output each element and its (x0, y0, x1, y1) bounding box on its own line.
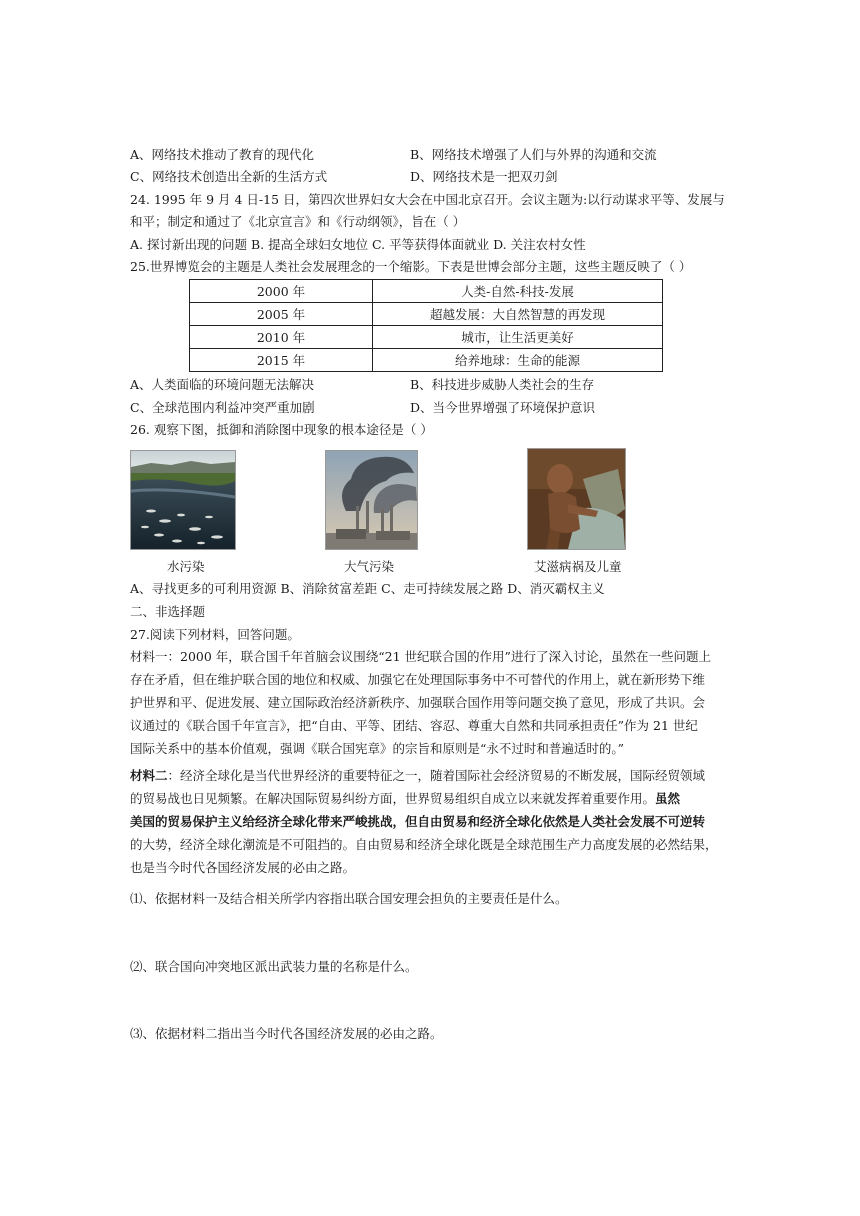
water-pollution-image (131, 451, 235, 549)
material2-bold-text: 虽然 (655, 791, 681, 806)
table-row (190, 349, 663, 372)
material2-line (130, 790, 680, 808)
air-pollution-photo (325, 450, 418, 550)
q24-stem-line1: 24. 1995 年 9 月 4 日-15 日，第四次世界妇女大会在中国北京召开。会议主题为:以行动谋求平等、发展与 (130, 192, 725, 207)
table-cell-year: 2015 年 (190, 349, 373, 372)
table-cell-year: 2005 年 (190, 303, 373, 326)
q25-option-d: D、当今世界增强了环境保护意识 (410, 400, 596, 415)
q27-intro: 27.阅读下列材料，回答问题。 (130, 627, 300, 642)
q25-option-b: B、科技进步威胁人类社会的生存 (410, 377, 595, 392)
material2-line (130, 767, 705, 785)
q25-stem: 25.世界博览会的主题是人类社会发展理念的一个缩影。下表是世博会部分主题，这些主题反映了（ ） (130, 259, 692, 274)
table-cell-theme: 人类-自然-科技-发展 (373, 280, 663, 303)
q23-option-a: A、网络技术推动了教育的现代化 (130, 147, 315, 162)
table-cell-theme: 城市，让生活更美好 (373, 326, 663, 349)
material1-line: 存在矛盾，但在维护联合国的地位和权威、加强它在处理国际事务中不可替代的作用上，就在新形势下维 (130, 672, 706, 687)
air-pollution-image (326, 451, 417, 549)
material1-line: 护世界和平、促进发展、建立国际政治经济新秩序、加强联合国作用等问题交换了意见，形成了共识。会 (130, 695, 706, 710)
q25-option-c: C、全球范围内利益冲突严重加剧 (130, 400, 315, 415)
material1-line: 国际关系中的基本价值观，强调《联合国宪章》的宗旨和原则是“永不过时和普遍适时的。” (130, 741, 625, 756)
q25-option-a: A、人类面临的环境问题无法解决 (130, 377, 315, 392)
material1-line: 议通过的《联合国千年宣言》，把“自由、平等、团结、容忍、尊重大自然和共同承担责任”作为 21 世纪 (130, 718, 698, 733)
material2-text: ：经济全球化是当代世界经济的重要特征之一，随着国际社会经济贸易的不断发展，国际经贸领域 (167, 768, 706, 783)
table-cell-year: 2010 年 (190, 326, 373, 349)
caption-water-pollution: 水污染 (167, 559, 205, 574)
sub-question-2: ⑵、联合国向冲突地区派出武装力量的名称是什么。 (130, 959, 418, 974)
material1-line: 材料一：2000 年，联合国千年首脑会议围绕“21 世纪联合国的作用”进行了深入讨论，虽然在一些问题上 (130, 649, 711, 664)
q26-stem: 26. 观察下图，抵御和消除图中现象的根本途径是（ ） (130, 422, 433, 437)
expo-theme-table (189, 279, 663, 372)
table-cell-theme: 超越发展：大自然智慧的再发现 (373, 303, 663, 326)
material2-text: 的贸易战也日见频繁。在解决国际贸易纠纷方面，世界贸易组织自成立以来就发挥着重要作用。 (130, 791, 656, 806)
material2-line: 也是当今时代各国经济发展的必由之路。 (130, 860, 356, 875)
water-pollution-photo (130, 450, 236, 550)
caption-air-pollution: 大气污染 (344, 559, 395, 574)
caption-aids-child: 艾滋病祸及儿童 (534, 559, 622, 574)
material2-bold-line: 美国的贸易保护主义给经济全球化带来严峻挑战，但自由贸易和经济全球化依然是人类社会发展不可逆转 (130, 814, 706, 829)
q24-stem-line2: 和平；制定和通过了《北京宣言》和《行动纲领》，旨在（ ） (130, 214, 466, 229)
sub-question-3: ⑶、依据材料二指出当今时代各国经济发展的必由之路。 (130, 1026, 443, 1041)
q23-option-c: C、网络技术创造出全新的生活方式 (130, 169, 328, 184)
table-row (190, 303, 663, 326)
table-row (190, 326, 663, 349)
q24-options: A. 探讨新出现的问题 B. 提高全球妇女地位 C. 平等获得体面就业 D. 关注农村女性 (130, 237, 586, 252)
table-cell-year: 2000 年 (190, 280, 373, 303)
material2-label: 材料二 (130, 768, 168, 783)
sub-question-1: ⑴、依据材料一及结合相关所学内容指出联合国安理会担负的主要责任是什么。 (130, 891, 568, 906)
section-heading: 二、非选择题 (130, 604, 206, 619)
q23-option-d: D、网络技术是一把双刃剑 (410, 169, 558, 184)
q26-options: A、寻找更多的可利用资源 B、消除贫富差距 C、走可持续发展之路 D、消灭霸权主义 (130, 581, 605, 596)
table-cell-theme: 给养地球：生命的能源 (373, 349, 663, 372)
q23-option-b: B、网络技术增强了人们与外界的沟通和交流 (410, 147, 657, 162)
material2-line: 的大势，经济全球化潮流是不可阻挡的。自由贸易和经济全球化既是全球范围生产力高度发展的必然结果， (130, 837, 718, 852)
aids-child-image (528, 449, 625, 549)
aids-child-photo (527, 448, 626, 550)
table-row (190, 280, 663, 303)
